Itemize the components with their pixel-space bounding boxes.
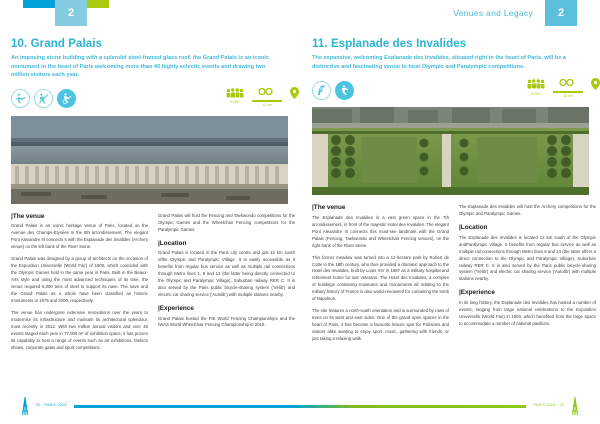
- metric-distance-rule: [252, 100, 282, 102]
- venue-title: 11. Esplanade des Invalides: [312, 38, 467, 50]
- section-heading-label: The venue: [12, 212, 45, 220]
- paragraph: Grand Palais is located in the Paris city centre and just 12 km south ofthe Olympic and Paralympic Village. It is easily accessible as it benefits from regular bus service as well as multiple rail connections through Metro lines 1, 9 and 13 (the latter being directly connected to the Olympic and Paralympic Village), Suburban railway RER C. It is also served by the Paris public bicycle-sharing system ('Vélib') and electric car sharing service ('Autolib') with multiple stations nearby.: [158, 250, 295, 298]
- section-title: Venues and Legacy: [453, 8, 533, 18]
- paragraph: In its long history, the Esplanade des Invalides has hosted a number of events, ranging from large national celebrations to the Exposition Universelle (World Fair) in 1900, which benefited from the large space to accommodate a number of national pavilions.: [459, 299, 596, 326]
- metric-distance-rule: [553, 91, 583, 93]
- chapter-number-left: 2: [55, 0, 87, 26]
- metric-spectators-label: 9,000: [230, 100, 240, 105]
- venue-body-subcolumn-2: [459, 204, 596, 369]
- paragraph: Grand Palais is an iconic heritage venue of Paris, located on the Avenue des Champs-Elysées in the 8th arrondissement. The elegant Pont Alexandre III connects it with the Esplanade des Invalides (Archery venue) on the left bank of the River Seine.: [11, 223, 148, 250]
- venue-icon-row: [11, 86, 299, 112]
- taekwondo-icon: [11, 89, 30, 108]
- paragraph: This former meadow was turned into a 12-hectare park by Robert de Cotte in the 18th century, who thus provided a dramatic approach to the Hotel des Invalides, built by Louis XIV in 1687 as a military hospital and retirement home for war veterans. The Hotel des Invalides, a complex of buildings containing museums and monuments all relating to the military history of France is also world-renowned for containing the tomb of Napoleon.: [312, 254, 449, 302]
- content-spread: [0, 38, 600, 386]
- footer-page-right: PARIS 2024 - 33: [533, 403, 564, 407]
- paragraph: Grand Palais hosted the FIE World Fencing Championships and the IWAS World Wheelchair Fencing Championship in 2010.: [158, 315, 295, 328]
- venue-body-subcolumn-1: [312, 204, 449, 369]
- spectators-icon: [226, 86, 244, 99]
- eiffel-tower-icon-left: [19, 397, 31, 420]
- venue-icon-row: [312, 77, 600, 103]
- paragraph: The site features a north-south orientation and is surrounded by rows of trees on its west and east sides. One of the grand open spaces in the heart of Paris, it has become a favourite leisure spot for Parisians and visitors alike wanting to enjoy sport, music, gathering with friends, or just taking a relaxing walk.: [312, 308, 449, 342]
- location-pin-icon: [290, 86, 299, 99]
- venue-column-esplanade-des-invalides: [312, 38, 600, 386]
- metric-spectators-label: 8,000: [531, 91, 541, 96]
- paragraph: The Esplanade des Invalides is located 12 km south of the Olympic andParalympic Village. It benefits from regular bus service as well as multiple rail connections through Metro lines 8 and 13 (the latter offers a direct connection to the Olympic and Paralympic Village), Suburban railway RER C. It is also served by the Paris public bicycle-sharing system ('Vélib') and electric car sharing service ('Autolib') with multiple stations nearby.: [459, 234, 596, 282]
- footer-page-left: 32 - PARIS 2024: [36, 403, 67, 407]
- paragraph: The Esplanade des Invalides is a vast green space in the 7th arrondissement, in front of the majestic Hotel des Invalides. The elegant Pont Alexandre III connects this must-see landmark with the Grand Palais (Fencing, Taekwondo and Wheelchair Fencing venues), on the right bank of the River Seine.: [312, 214, 449, 248]
- section-heading-location: |Location: [459, 224, 488, 232]
- metric-location: [290, 86, 299, 99]
- venue-body-subcolumn-1: [11, 213, 148, 378]
- metric-spectators: [527, 77, 545, 96]
- paragraph: The Esplanade des Invalides will host the Archery competitions for the Olympic and Paralympic Games.: [459, 204, 596, 217]
- page-header: [0, 0, 600, 30]
- paragraph: The venue has undergone extensive renovations over the years to modernise its infrastructure and maintain its architectural splendour, most recently in 2012. With two million annual visitors and over 40 events staged each year in 77,000 m² of exhibition space, it has proven its capability to host a range of events such as art exhibitions, fashion shows, corporate galas and sport competitions.: [11, 309, 148, 350]
- olympic-village-distance-icon: [252, 86, 282, 99]
- section-heading-label: Location: [460, 224, 488, 232]
- footer-gradient-rule: [74, 405, 526, 408]
- metric-distance: [252, 86, 282, 107]
- venue-metrics: [527, 77, 600, 98]
- metric-distance-label: 12 km: [262, 103, 272, 108]
- eiffel-tower-icon-right: [569, 397, 581, 420]
- olympic-village-distance-icon: [553, 77, 583, 90]
- section-heading-label: Experience: [159, 305, 194, 312]
- location-pin-icon: [591, 77, 600, 90]
- spectators-icon: [527, 77, 545, 90]
- venue-column-grand-palais: [11, 38, 299, 386]
- paragraph: Grand Palais was designed by a group of architects on the occasion of the Exposition Universelle (World Fair) of 1900, which coincided with the Olympic Games held in the same year in Paris. Built in the Beaux-Arts style and using the most advanced techniques of its time, the venue required 6,000 tons of steel to support its nave. The nave and the Grand Palais as a whole have been classified as historic monuments in 1975 and 2000, respectively.: [11, 256, 148, 303]
- page-footer: [0, 394, 600, 418]
- venue-photo-grand-palais: [11, 116, 288, 204]
- chapter-number-right: 2: [545, 0, 577, 26]
- archery-icon: [312, 81, 331, 100]
- venue-body-columns: [312, 204, 596, 369]
- wheelchair-fencing-icon: [57, 89, 76, 108]
- paragraph: Grand Palais will host the Fencing and Taekwondo competitions for the Olympic Games and the Wheelchair Fencing competitions for the Paralympic Games.: [158, 212, 295, 232]
- venue-body-subcolumn-2: [158, 213, 295, 378]
- section-heading-the-venue: |The venue: [11, 212, 45, 220]
- metric-distance-label: 12 km: [563, 94, 573, 99]
- venue-photo-esplanade: [312, 107, 589, 195]
- metric-distance: [553, 77, 583, 98]
- section-heading-label: Experience: [460, 289, 495, 297]
- metric-spectators: [226, 86, 244, 105]
- section-heading-experience: |Experience: [459, 289, 495, 297]
- venue-intro: The expansive, welcoming Esplanade des Invalides, situated right in the heart of Paris, will be a distinctive and fascinating venue to host Olympic and Paralympic competitions.: [312, 55, 566, 70]
- metric-location: [591, 77, 600, 90]
- para-archery-icon: [335, 81, 354, 100]
- venue-title: 10. Grand Palais: [11, 38, 103, 50]
- section-heading-label: The venue: [313, 204, 346, 212]
- venue-body-columns: [11, 213, 295, 378]
- venue-metrics: [226, 86, 299, 107]
- section-heading-the-venue: |The venue: [312, 204, 346, 212]
- fencing-icon: [34, 89, 53, 108]
- section-heading-experience: |Experience: [158, 305, 194, 312]
- venue-intro: An imposing stone building with a splendid steel-framed glass roof, the Grand Palais is an iconic monument in the heart of Paris welcoming more than 40 highly eclectic events and drawing two million visitors each year.: [11, 55, 269, 79]
- section-heading-location: |Location: [158, 239, 187, 247]
- section-heading-label: Location: [159, 239, 187, 247]
